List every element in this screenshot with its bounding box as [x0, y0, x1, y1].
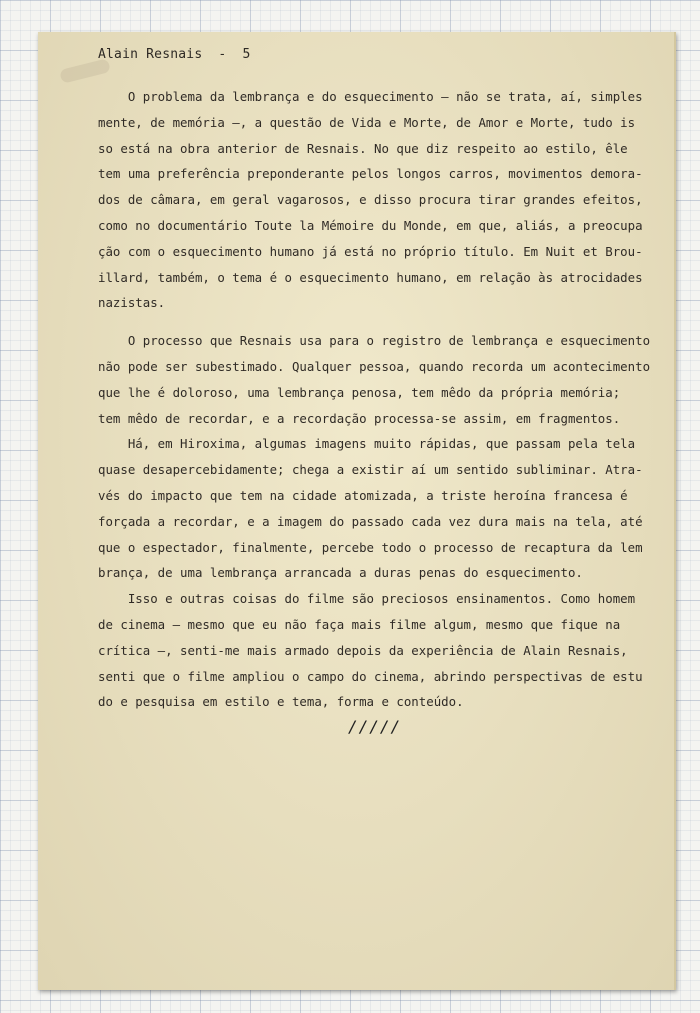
text-line: Isso e outras coisas do filme são preciosos ensinamentos. Como homem: [98, 591, 636, 607]
paragraph: [98, 431, 658, 586]
page-header: Alain Resnais - 5: [98, 47, 251, 62]
document-body: [98, 84, 658, 715]
text-line: brança, de uma lembrança arrancada a duras penas do esquecimento.: [98, 565, 583, 581]
text-line: ção com o esquecimento humano já está no próprio título. Em Nuit et Brou-: [98, 243, 643, 259]
text-line: O processo que Resnais usa para o registro de lembrança e esquecimento: [98, 333, 651, 349]
text-line: do e pesquisa em estilo e tema, forma e conteúdo.: [98, 694, 464, 710]
text-line: tem uma preferência preponderante pelos longos carros, movimentos demora-: [98, 166, 643, 182]
text-line: tem mêdo de recordar, e a recordação processa-se assim, em fragmentos.: [98, 410, 621, 426]
paragraph: [98, 586, 658, 715]
text-line: illard, também, o tema é o esquecimento humano, em relação às atrocidades: [98, 269, 643, 285]
text-line: Há, em Hiroxima, algumas imagens muito rápidas, que passam pela tela: [98, 436, 636, 452]
text-line: que lhe é doloroso, uma lembrança penosa, tem mêdo da própria memória;: [98, 384, 621, 400]
pencil-smudge: [59, 58, 111, 84]
text-line: so está na obra anterior de Resnais. No que diz respeito ao estilo, êle: [98, 140, 628, 156]
text-line: de cinema — mesmo que eu não faça mais filme algum, mesmo que fique na: [98, 616, 621, 632]
text-line: como no documentário Toute la Mémoire du Monde, em que, aliás, a preocupa: [98, 217, 643, 233]
text-line: quase desapercebidamente; chega a existir aí um sentido subliminar. Atra-: [98, 462, 643, 478]
typewritten-page: [38, 32, 676, 990]
closing-mark: /////: [348, 717, 402, 736]
text-line: mente, de memória —, a questão de Vida e Morte, de Amor e Morte, tudo is: [98, 114, 636, 130]
text-line: nazistas.: [98, 295, 166, 311]
text-line: que o espectador, finalmente, percebe todo o processo de recaptura da lem: [98, 539, 643, 555]
paragraph: [98, 84, 658, 316]
text-line: forçada a recordar, e a imagem do passado cada vez dura mais na tela, até: [98, 513, 643, 529]
text-line: crítica —, senti-me mais armado depois da experiência de Alain Resnais,: [98, 642, 628, 658]
text-line: O problema da lembrança e do esquecimento — não se trata, aí, simples: [98, 89, 643, 104]
text-line: não pode ser subestimado. Qualquer pessoa, quando recorda um acontecimento: [98, 358, 651, 374]
paragraph: [98, 328, 658, 431]
paragraph-gap: [98, 316, 658, 328]
text-line: senti que o filme ampliou o campo do cinema, abrindo perspectivas de estu: [98, 668, 643, 684]
text-line: vés do impacto que tem na cidade atomizada, a triste heroína francesa é: [98, 487, 628, 503]
text-line: dos de câmara, em geral vagarosos, e disso procura tirar grandes efeitos,: [98, 192, 643, 208]
